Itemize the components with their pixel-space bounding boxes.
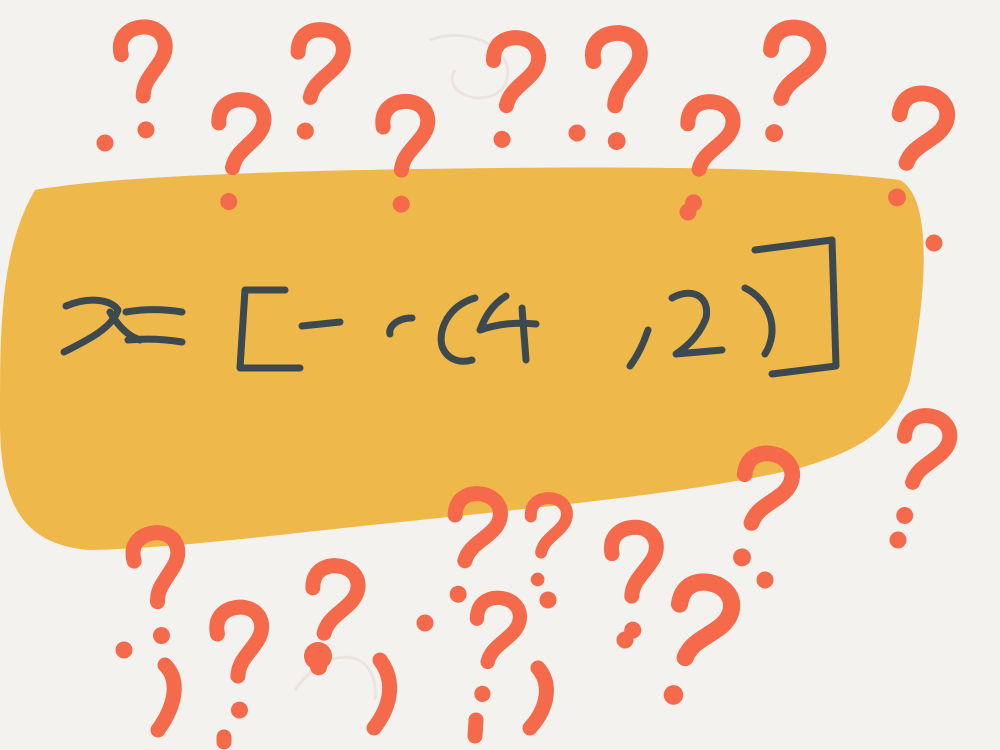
stray-dot [417, 615, 434, 632]
stray-dot [617, 632, 634, 649]
glyph-four [522, 308, 526, 360]
stray-dot [890, 532, 907, 549]
stray-dot [680, 204, 697, 221]
stray-dot [569, 125, 586, 142]
stray-dot [97, 135, 114, 152]
expression-text: x=[-c(4,2)] [450, 320, 456, 321]
stray-dot [757, 572, 774, 589]
glyph-equals [128, 339, 182, 342]
glyph-minus [302, 322, 340, 326]
stray-dot [926, 235, 943, 252]
stray-dot [540, 592, 557, 609]
stray-stroke [475, 720, 476, 736]
stray-dot [304, 642, 332, 670]
stray-dot [116, 642, 133, 659]
glyph-equals [126, 310, 182, 312]
